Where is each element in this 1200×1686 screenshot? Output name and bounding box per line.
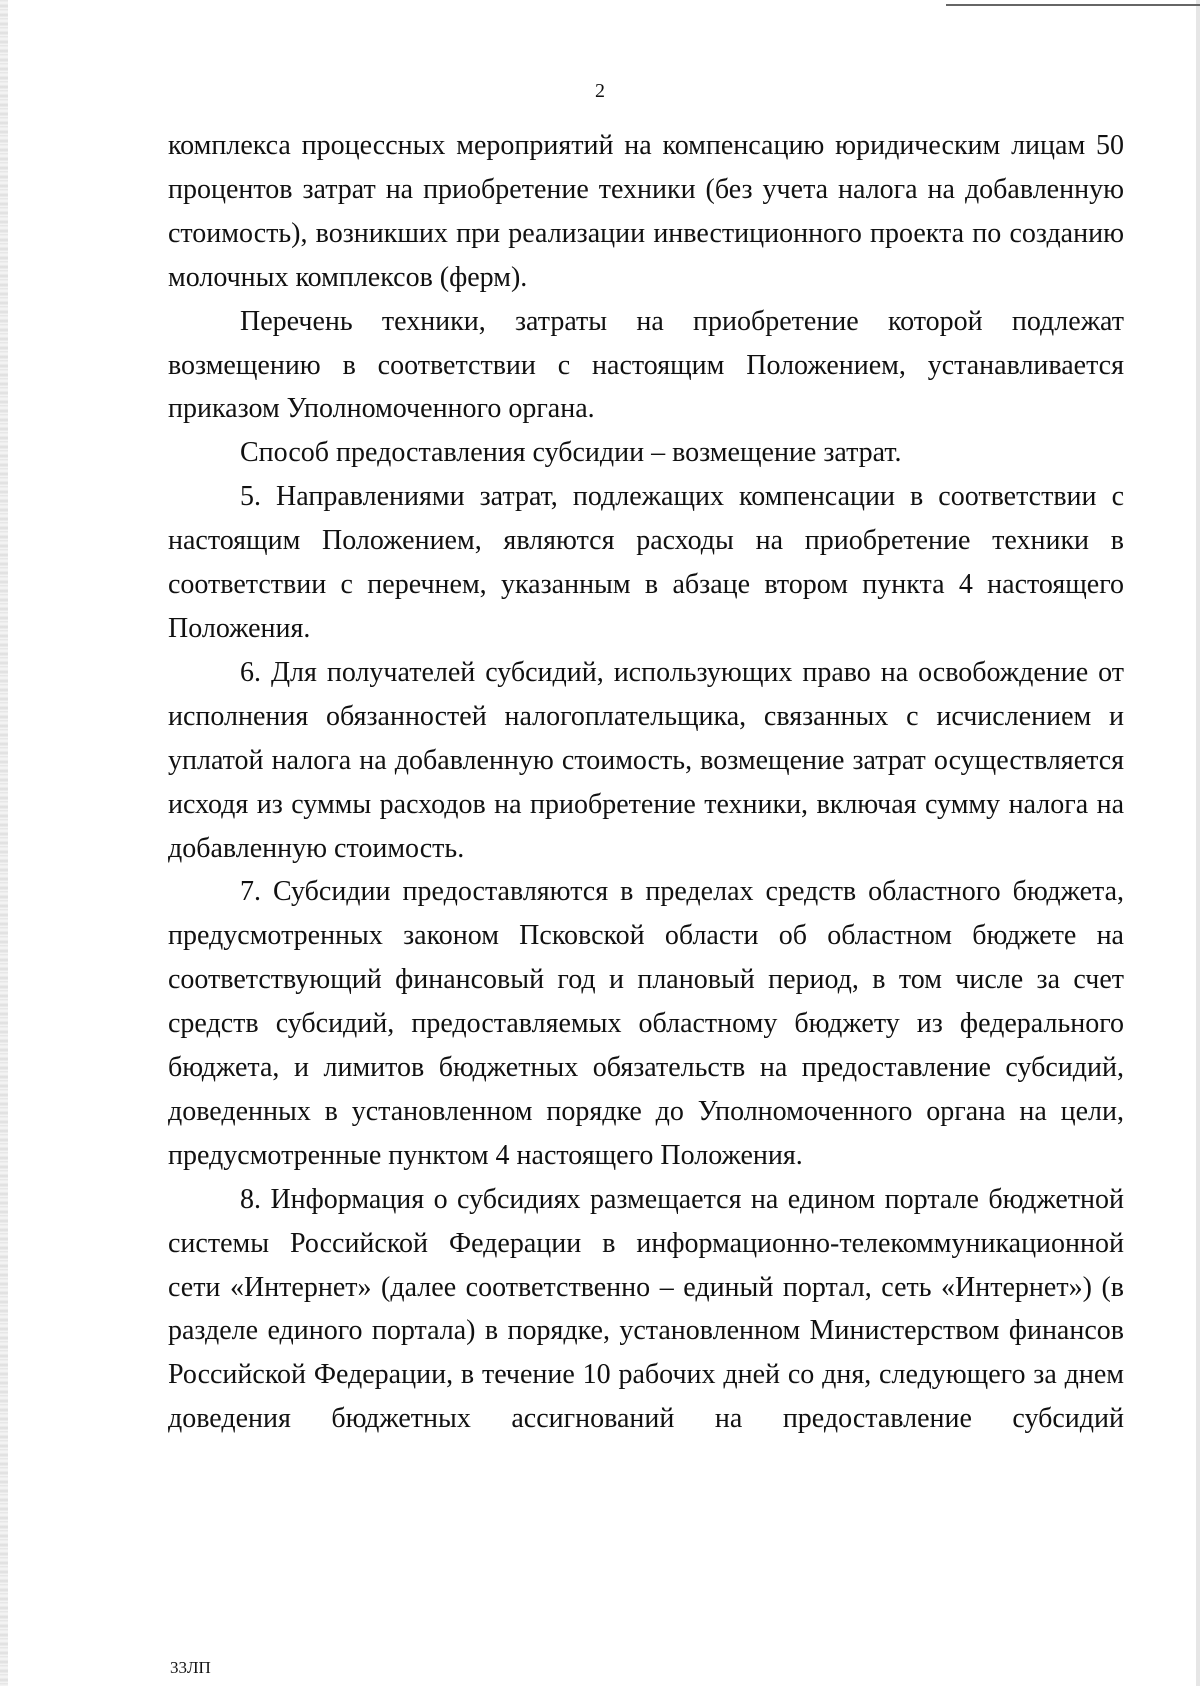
paragraph-item-7: 7. Субсидии предоставляются в пределах средств областного бюджета, предусмотренных законом Псковской области об областном бюджете на соответствующий финансовый год и плановый период, в том числе за счет средств субсидий, предоставляемых областному бюджету из федерального бюджета, и лимитов бюджетных обязательств на предоставление субсидий, доведенных в установленном порядке до Уполномоченного органа на цели, предусмотренные пунктом 4 настоящего Положения. <box>168 876 1124 1171</box>
paragraph-equipment-list: Перечень техники, затраты на приобретение которой подлежат возмещению в соответствии с настоящим Положением, устанавливается приказом Уполномоченного органа. <box>168 305 1124 425</box>
page-number: 2 <box>595 80 605 102</box>
scan-edge-right <box>1196 0 1200 1686</box>
paragraph-item-5: 5. Направлениями затрат, подлежащих компенсации в соответствии с настоящим Положением, являются расходы на приобретение техники в соответствии с перечнем, указанным в абзаце втором пункта 4 настоящего Положения. <box>168 481 1124 644</box>
paragraph-intro-continuation: комплекса процессных мероприятий на компенсацию юридическим лицам 50 процентов затрат на приобретение техники (без учета налога на добавленную стоимость), возникших при реализации инвестиционного проекта по созданию молочных комплексов (ферм). <box>168 130 1124 293</box>
paragraph-subsidy-method: Способ предоставления субсидии – возмещение затрат. <box>240 437 902 469</box>
paragraph-item-8: 8. Информация о субсидиях размещается на едином портале бюджетной системы Российской Федерации в информационно-телекоммуникационной сети «Интернет» (далее соответственно – единый портал, сеть «Интернет») (в разделе единого портала) в порядке, установленном Министерством финансов Российской Федерации, в течение 10 рабочих дней со дня, следующего за днем доведения бюджетных ассигнований на предоставление субсидий <box>168 1183 1124 1435</box>
footer-document-code: 33ЛП <box>170 1658 211 1677</box>
paragraph-item-6: 6. Для получателей субсидий, использующих право на освобождение от исполнения обязанностей налогоплательщика, связанных с исчислением и уплатой налога на добавленную стоимость, возмещение затрат осуществляется исходя из суммы расходов на приобретение техники, включая сумму налога на добавленную стоимость. <box>168 656 1124 864</box>
document-body <box>168 124 1124 1441</box>
top-rule <box>946 4 1200 6</box>
scan-edge-left <box>0 0 8 1686</box>
